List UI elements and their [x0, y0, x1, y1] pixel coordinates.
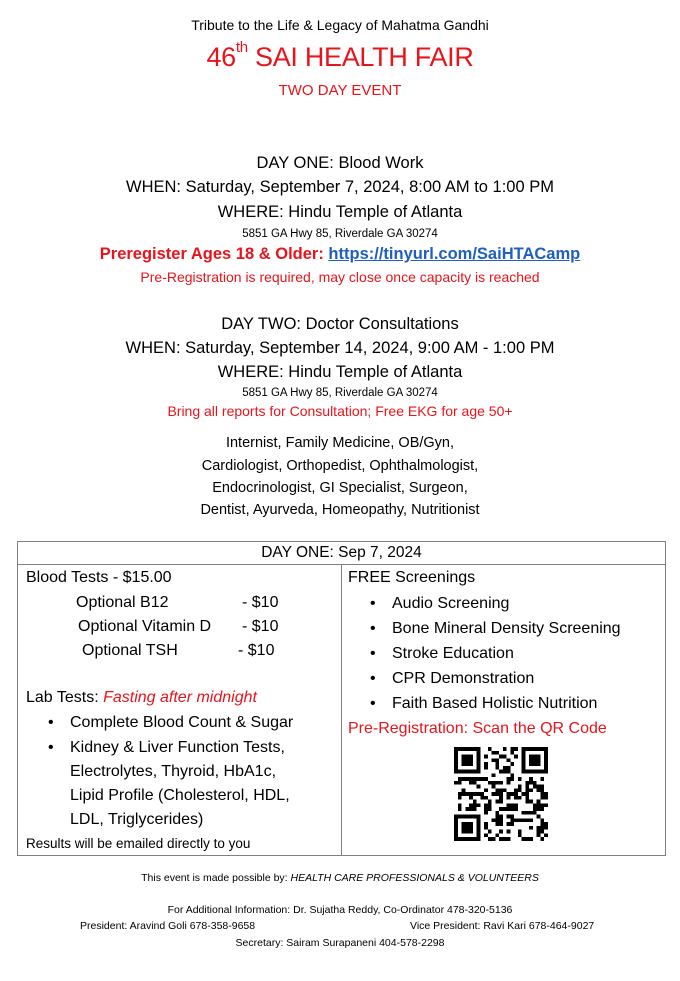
day-two-where: WHERE: Hindu Temple of Atlanta	[217, 363, 463, 381]
prereg-link[interactable]: https://tinyurl.com/SaiHTACamp	[328, 245, 581, 263]
table-header: DAY ONE: Sep 7, 2024	[18, 542, 666, 565]
specialty-line: Endocrinologist, GI Specialist, Surgeon,	[212, 480, 468, 496]
title-number: 46	[206, 42, 236, 72]
bullet-icon: •	[370, 595, 376, 612]
bullet-icon: •	[48, 739, 54, 756]
fasting-note: Fasting after midnight	[103, 689, 257, 706]
qr-code-icon[interactable]	[454, 747, 548, 841]
day-two-note: Bring all reports for Consultation; Free EKG for age 50+	[167, 403, 513, 419]
two-day-subtitle: TWO DAY EVENT	[278, 82, 402, 99]
optional-test-price: - $10	[238, 642, 275, 659]
specialty-line: Internist, Family Medicine, OB/Gyn,	[225, 435, 455, 451]
prereg-label: Preregister Ages 18 & Older:	[99, 245, 329, 263]
sponsor-value: HEALTH CARE PROFESSIONALS & VOLUNTEERS	[290, 872, 539, 884]
lab-tests-label: Lab Tests:	[26, 689, 104, 706]
list-item: • Audio Screening	[370, 595, 510, 612]
bullet-icon: •	[370, 645, 376, 662]
sponsor-line	[0, 872, 680, 884]
day-two-address: 5851 GA Hwy 85, Riverdale GA 30274	[242, 387, 438, 399]
optional-test-price: - $10	[242, 618, 279, 635]
day-one-details-table	[17, 541, 666, 856]
results-note: Results will be emailed directly to you	[26, 836, 251, 851]
free-screenings-heading: FREE Screenings	[348, 569, 476, 586]
list-item: • Stroke Education	[370, 645, 514, 662]
fair-title	[0, 39, 680, 73]
lab-tests-line	[26, 689, 257, 707]
day-one-heading: DAY ONE: Blood Work	[256, 154, 424, 172]
list-item: • CPR Demonstration	[370, 670, 535, 687]
president-contact: President: Aravind Goli 678-358-9658	[80, 920, 256, 932]
prereg-note: Pre-Registration is required, may close once capacity is reached	[140, 269, 540, 285]
day-one-when: WHEN: Saturday, September 7, 2024, 8:00 AM to 1:00 PM	[126, 178, 554, 196]
list-item: • Complete Blood Count & Sugar	[48, 714, 294, 731]
contact-info: For Additional Information: Dr. Sujatha Reddy, Co-Ordinator 478-320-5136	[167, 904, 513, 916]
blood-tests-price: Blood Tests - $15.00	[26, 569, 172, 586]
left-column	[18, 565, 342, 856]
list-item: • Bone Mineral Density Screening	[370, 620, 621, 637]
list-item: • Faith Based Holistic Nutrition	[370, 695, 598, 712]
optional-test-name: Optional TSH	[82, 642, 178, 659]
tribute-line: Tribute to the Life & Legacy of Mahatma Gandhi	[191, 17, 489, 33]
vice-president-contact: Vice President: Ravi Kari 678-464-9027	[410, 920, 595, 932]
optional-test-name: Optional Vitamin D	[78, 618, 212, 635]
list-item-continued: Electrolytes, Thyroid, HbA1c,	[70, 763, 277, 780]
specialty-line: Cardiologist, Orthopedist, Ophthalmologist,	[201, 458, 479, 474]
list-item-continued: LDL, Triglycerides)	[70, 811, 204, 828]
list-item-continued: Lipid Profile (Cholesterol, HDL,	[70, 787, 290, 804]
day-one-address: 5851 GA Hwy 85, Riverdale GA 30274	[242, 228, 438, 240]
sponsor-label: This event is made possible by:	[141, 872, 291, 884]
bullet-icon: •	[370, 695, 376, 712]
bullet-icon: •	[370, 620, 376, 637]
day-two-when: WHEN: Saturday, September 14, 2024, 9:00 AM - 1:00 PM	[125, 339, 555, 357]
bullet-icon: •	[48, 714, 54, 731]
optional-test-price: - $10	[242, 594, 279, 611]
optional-test-name: Optional B12	[76, 594, 169, 611]
qr-instruction: Pre-Registration: Scan the QR Code	[348, 720, 607, 737]
secretary-contact: Secretary: Sairam Surapaneni 404-578-2298	[235, 937, 445, 949]
title-text: SAI HEALTH FAIR	[247, 42, 474, 72]
title-ordinal: th	[235, 39, 248, 56]
right-column	[342, 565, 666, 856]
prereg-line	[0, 245, 680, 264]
list-item: • Kidney & Liver Function Tests,	[48, 739, 285, 756]
day-one-where: WHERE: Hindu Temple of Atlanta	[217, 203, 463, 221]
bullet-icon: •	[370, 670, 376, 687]
specialty-line: Dentist, Ayurveda, Homeopathy, Nutritionist	[200, 502, 480, 518]
day-two-heading: DAY TWO: Doctor Consultations	[221, 315, 459, 333]
